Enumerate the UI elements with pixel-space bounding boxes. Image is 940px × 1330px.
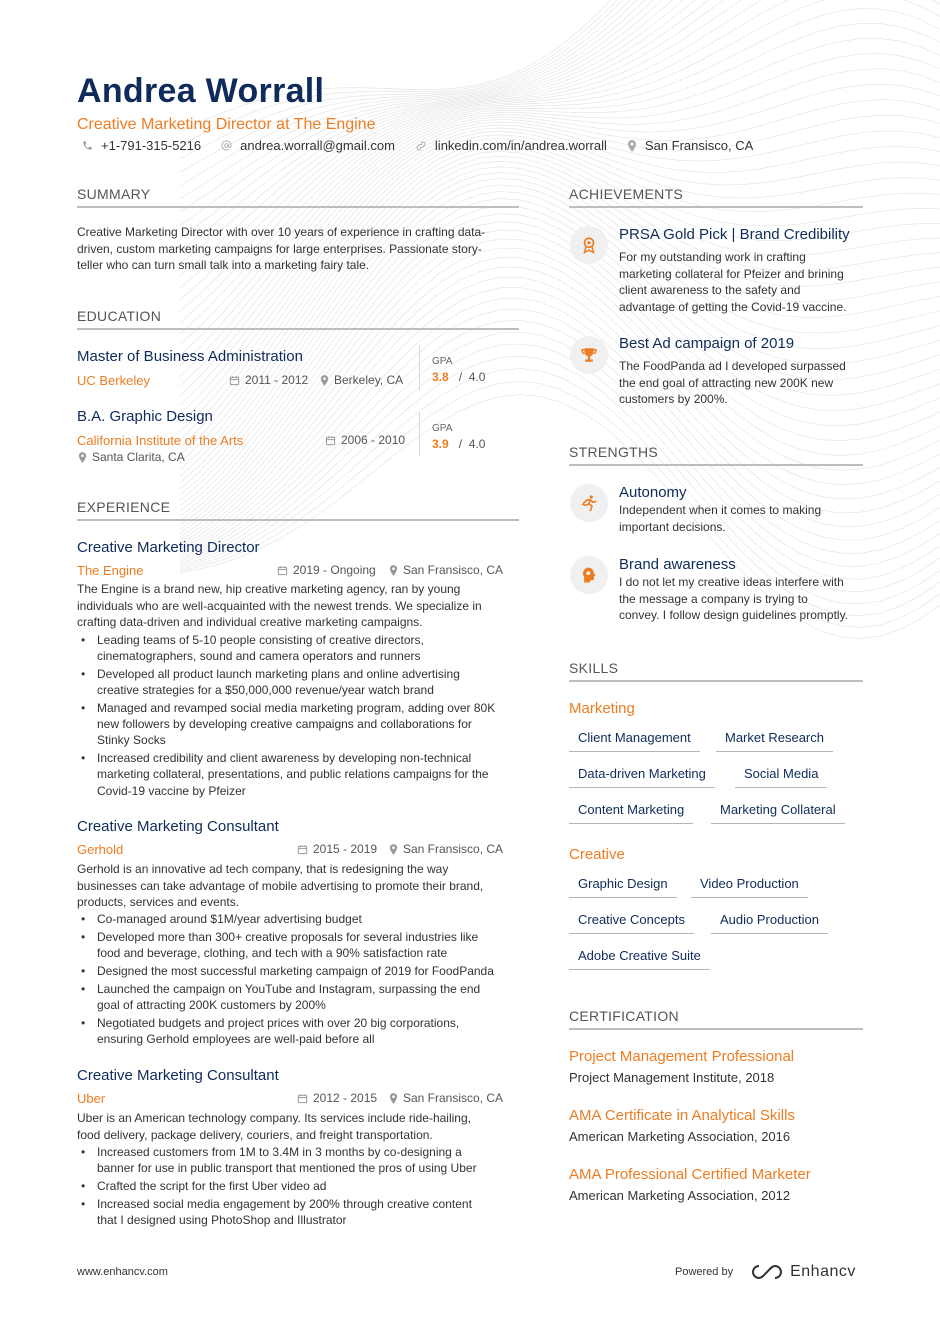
achievement-line: For my outstanding work in crafting — [619, 250, 806, 264]
education-degree: B.A. Graphic Design — [77, 408, 213, 425]
achievements-heading: ACHIEVEMENTS — [569, 186, 684, 202]
certification-rule — [569, 1028, 863, 1030]
education-school: California Institute of the Arts — [77, 433, 244, 448]
summary-heading: SUMMARY — [77, 186, 151, 202]
certification-issuer: American Marketing Association, 2012 — [569, 1188, 791, 1203]
job-bullet — [77, 1178, 527, 1194]
job-bullets — [77, 1144, 527, 1230]
certification-heading: CERTIFICATION — [569, 1008, 679, 1024]
education-degree: Master of Business Administration — [77, 348, 303, 365]
award-ribbon-icon — [580, 236, 598, 254]
calendar-icon — [297, 844, 308, 855]
location-text: San Fransisco, CA — [644, 138, 754, 153]
strength-icon-wrap — [570, 556, 608, 594]
education-school: UC Berkeley — [77, 373, 150, 388]
job-bullet — [77, 911, 527, 927]
skill-tag: Social Media — [735, 766, 827, 788]
gpa-score: 3.9 — [432, 437, 449, 451]
job-description-line: businesses can take advantage of mobile advertising to promote their brand, — [77, 878, 484, 893]
job-role: Creative Marketing Director — [77, 539, 260, 556]
job-description-line: Gerhold is an innovative ad tech company, that is redesigning the way — [77, 862, 449, 876]
job-description-line: crafting data-driven and individual creative marketing campaigns. — [77, 615, 423, 629]
strength-title: Brand awareness — [619, 556, 736, 573]
job-description-line: Uber is an American technology company. Its services include ride-hailing, — [77, 1111, 471, 1125]
job-bullet — [77, 1144, 527, 1176]
education-heading: EDUCATION — [77, 308, 162, 324]
summary-text — [77, 224, 527, 274]
job-bullet — [77, 632, 527, 664]
location-pin-icon — [389, 565, 398, 576]
linkedin-text: linkedin.com/in/andrea.worrall — [434, 138, 607, 153]
job-description — [77, 1110, 527, 1143]
job-dates — [277, 563, 376, 577]
enhancv-logo-icon — [751, 1264, 783, 1280]
bullet-line: • Leading teams of 5-10 people consisting of creative directors, — [97, 633, 424, 647]
summary-line: teller who can turn small talk into a marketing fairy tale. — [77, 258, 370, 272]
certification-title: Project Management Professional — [569, 1048, 795, 1065]
job-dates — [297, 1091, 377, 1105]
strengths-heading: STRENGTHS — [569, 444, 659, 460]
job-bullet — [77, 666, 527, 698]
job-bullet — [77, 929, 527, 961]
strength-icon-wrap — [570, 484, 608, 522]
job-description — [77, 861, 527, 911]
at-sign-icon — [221, 140, 232, 151]
job-dates-text: 2012 - 2015 — [313, 1091, 378, 1105]
experience-rule — [77, 519, 519, 521]
job-bullet — [77, 981, 527, 1013]
strength-line: convey. I follow design guidelines promptly. — [619, 608, 849, 622]
achievement-icon-wrap — [570, 336, 608, 374]
strength-line: important decisions. — [619, 519, 726, 534]
job-bullet — [77, 700, 527, 749]
job-dates — [297, 842, 377, 856]
bullet-line: banner for use in public transport that mentioned the pros of using Uber — [97, 1161, 477, 1176]
summary-rule — [77, 206, 519, 208]
candidate-name: Andrea Worrall — [77, 72, 325, 110]
contact-location — [627, 138, 753, 153]
gpa-max: 4.0 — [468, 437, 486, 451]
strength-line: I do not let my creative ideas interfere with — [619, 575, 844, 589]
calendar-icon — [297, 1093, 308, 1104]
achievement-title: PRSA Gold Pick | Brand Credibility — [619, 226, 850, 243]
achievement-line: marketing collateral for Pfeizer and brining — [619, 266, 844, 281]
running-person-icon — [580, 494, 598, 512]
link-icon — [415, 140, 427, 152]
job-bullet — [77, 1196, 527, 1228]
bullet-line: • Managed and revamped social media marketing program, adding over 80K — [97, 701, 496, 715]
job-description — [77, 581, 527, 631]
achievement-description — [619, 249, 869, 315]
gpa-label: GPA — [432, 423, 453, 434]
achievement-line: client awareness to the safety and — [619, 283, 801, 297]
gpa-value: 3.9 / 4.0 — [432, 437, 486, 451]
education-dates — [325, 433, 405, 447]
job-location-text: San Fransisco, CA — [403, 1091, 504, 1105]
location-pin-icon — [389, 844, 398, 855]
contact-bar — [82, 138, 773, 153]
bullet-line: • Crafted the script for the first Uber video ad — [97, 1179, 327, 1193]
achievement-line: advantage of getting the Covid-19 vaccine. — [619, 299, 847, 314]
job-bullets — [77, 632, 527, 800]
calendar-icon — [229, 375, 240, 386]
skill-tag: Marketing Collateral — [711, 802, 845, 824]
job-location — [389, 842, 503, 856]
calendar-icon — [277, 565, 288, 576]
achievement-icon-wrap — [570, 226, 608, 264]
job-description-line: food delivery, package delivery, couriers, and freight transportation. — [77, 1127, 433, 1142]
skill-tag: Market Research — [716, 730, 833, 752]
education-location-text: Berkeley, CA — [334, 373, 404, 387]
education-location — [78, 450, 185, 464]
job-bullet — [77, 963, 527, 979]
gpa-label: GPA — [432, 356, 453, 367]
head-idea-icon — [580, 566, 598, 584]
achievement-line: The FoodPanda ad I developed surpassed — [619, 359, 846, 373]
skill-category: Creative — [569, 846, 625, 863]
job-description-line: individuals who are well-acquainted with the newest trends. We specialize in — [77, 598, 482, 613]
education-location — [320, 373, 403, 387]
bullet-line: new followers by developing creative campaigns and collaborations for — [97, 717, 472, 732]
certification-title: AMA Certificate in Analytical Skills — [569, 1107, 795, 1124]
experience-heading: EXPERIENCE — [77, 499, 171, 515]
strength-description — [619, 502, 869, 535]
strength-line: the message a company is trying to — [619, 591, 808, 606]
gpa-divider — [419, 412, 420, 456]
bullet-line: • Increased customers from 1M to 3.4M in 3 months by co-designing a — [97, 1145, 462, 1159]
achievement-line: customers by 200%. — [619, 392, 728, 406]
job-role: Creative Marketing Consultant — [77, 818, 279, 835]
job-dates-text: 2015 - 2019 — [313, 842, 378, 856]
powered-by-label: Powered by — [675, 1266, 734, 1278]
background-wave-line — [180, 172, 940, 500]
strength-line: Independent when it comes to making — [619, 503, 822, 517]
certification-issuer: American Marketing Association, 2016 — [569, 1129, 791, 1144]
summary-line: driven, custom marketing campaigns for large enterprises. Passionate story- — [77, 241, 482, 256]
education-dates — [229, 373, 308, 387]
skill-tag: Graphic Design — [569, 876, 677, 898]
location-pin-icon — [320, 375, 329, 386]
skill-tag: Video Production — [691, 876, 808, 898]
achievements-rule — [569, 206, 863, 208]
footer-website-link[interactable]: www.enhancv.com — [77, 1266, 168, 1278]
enhancv-logo[interactable] — [751, 1263, 856, 1281]
background-wave-line — [180, 161, 940, 489]
skill-tag: Client Management — [569, 730, 700, 752]
background-wave-line — [180, 0, 940, 131]
education-location-text: Santa Clarita, CA — [92, 450, 185, 464]
bullet-line: creative strategies for a $50,000,000 revenue/year watch brand — [97, 683, 434, 698]
bullet-line: • Increased social media engagement by 200% through creative content — [97, 1196, 472, 1211]
bullet-line: Stinky Socks — [97, 733, 166, 748]
bullet-line: food and beverage, clothing, and tech with a 90% satisfaction rate — [97, 946, 448, 960]
contact-phone[interactable] — [82, 138, 201, 153]
job-location — [389, 563, 503, 577]
location-pin-icon — [78, 452, 87, 463]
job-bullet — [77, 1015, 527, 1047]
job-location — [389, 1091, 503, 1105]
job-company: The Engine — [77, 563, 144, 578]
skills-heading: SKILLS — [569, 660, 619, 676]
strength-title: Autonomy — [619, 484, 687, 501]
gpa-max: 4.0 — [468, 370, 486, 384]
background-wave-line — [180, 167, 940, 495]
contact-email[interactable] — [221, 138, 395, 153]
job-location-text: San Fransisco, CA — [403, 842, 504, 856]
certification-title: AMA Professional Certified Marketer — [569, 1166, 811, 1183]
location-pin-icon — [627, 140, 637, 152]
footer-branding — [675, 1263, 856, 1281]
strengths-rule — [569, 464, 863, 466]
bullet-line: • Developed more than 300+ creative proposals for several industries like — [97, 929, 479, 944]
bullet-line: • Co-managed around $1M/year advertising budget — [97, 912, 362, 926]
trophy-icon — [580, 346, 598, 364]
strength-description — [619, 574, 879, 624]
skill-tag: Data-driven Marketing — [569, 766, 715, 788]
bullet-line: • Negotiated budgets and project prices with over 20 big corporations, — [97, 1015, 460, 1030]
bullet-line: ensuring Gerhold employees are well-paid before all — [97, 1031, 375, 1046]
bullet-line: • Designed the most successful marketing campaign of 2019 for FoodPanda — [97, 963, 494, 978]
education-rule — [77, 328, 519, 330]
education-dates-text: 2006 - 2010 — [341, 433, 406, 447]
job-description-line: products, services and events. — [77, 895, 240, 909]
job-company: Gerhold — [77, 842, 124, 857]
skill-tag: Adobe Creative Suite — [569, 948, 710, 970]
gpa-value: 3.8 / 4.0 — [432, 370, 486, 384]
bullet-line: marketing collateral, presentations, and public relations campaigns for the — [97, 767, 489, 782]
phone-text: +1-791-315-5216 — [101, 138, 202, 153]
job-location-text: San Fransisco, CA — [403, 563, 504, 577]
skill-tag: Content Marketing — [569, 802, 693, 824]
job-dates-text: 2019 - Ongoing — [293, 563, 376, 577]
bullet-line: • Developed all product launch marketing plans and online advertising — [97, 667, 460, 681]
bullet-line: • Increased credibility and client awareness by developing non-technical — [97, 751, 472, 766]
achievement-description — [619, 358, 869, 408]
summary-line: Creative Marketing Director with over 10 years of experience in crafting data- — [77, 225, 486, 239]
job-description-line: The Engine is a brand new, hip creative marketing agency, ran by young — [77, 582, 461, 596]
achievement-line: the end goal of attracting new 200K new — [619, 375, 834, 390]
contact-linkedin[interactable] — [415, 138, 607, 153]
candidate-title: Creative Marketing Director at The Engine — [77, 116, 376, 133]
calendar-icon — [325, 435, 336, 446]
education-dates-text: 2011 - 2012 — [245, 373, 309, 387]
gpa-divider — [419, 346, 420, 390]
job-bullet — [77, 750, 527, 799]
bullet-line: • Launched the campaign on YouTube and Instagram, surpassing the end — [97, 981, 481, 996]
enhancv-logo-text: Enhancv — [790, 1263, 856, 1280]
background-wave-line — [180, 0, 940, 225]
skills-rule — [569, 680, 863, 682]
achievement-title: Best Ad campaign of 2019 — [619, 335, 795, 352]
skill-category: Marketing — [569, 700, 635, 717]
email-text: andrea.worrall@gmail.com — [240, 138, 395, 153]
bullet-line: cinematographers, sound and camera operators and runners — [97, 649, 421, 664]
certification-issuer: Project Management Institute, 2018 — [569, 1070, 775, 1085]
phone-icon — [82, 140, 93, 151]
job-role: Creative Marketing Consultant — [77, 1067, 279, 1084]
gpa-score: 3.8 — [432, 370, 449, 384]
job-company: Uber — [77, 1091, 106, 1106]
skill-tag: Audio Production — [711, 912, 828, 934]
location-pin-icon — [389, 1093, 398, 1104]
bullet-line: that I designed using PhotoShop and Illustrator — [97, 1213, 347, 1227]
bullet-line: goal of attracting 200K customers by 200% — [97, 997, 326, 1012]
job-bullets — [77, 911, 527, 1049]
skill-tag: Creative Concepts — [569, 912, 694, 934]
bullet-line: Covid-19 vaccine by Pfeizer — [97, 783, 246, 798]
